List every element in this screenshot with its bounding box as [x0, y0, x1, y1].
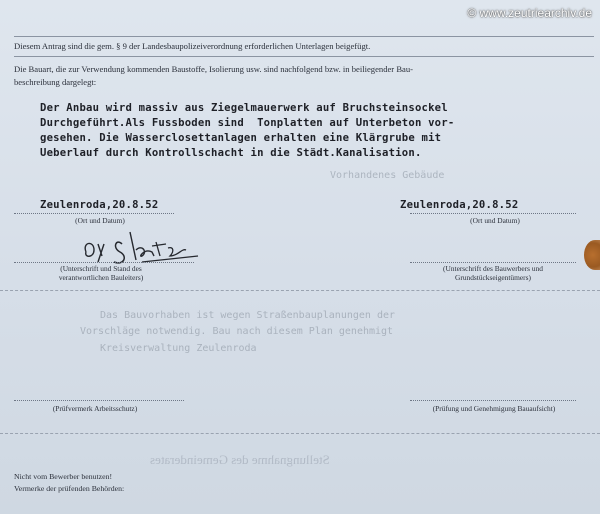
- signature-line-left: [14, 262, 194, 263]
- genehmigung-line: [410, 400, 576, 401]
- place-date-right: Zeulenroda,20.8.52: [400, 199, 519, 211]
- bleed-through-text: Kreisverwaltung Zeulenroda: [100, 343, 257, 354]
- intro-text: Diesem Antrag sind die gem. § 9 der Landesbaupolizeiverordnung erforderlichen Unterlagen beigefügt.: [14, 41, 371, 51]
- section-divider: [0, 433, 600, 434]
- description-prompt-line2: beschreibung dargelegt:: [14, 77, 97, 87]
- footer-line2: Vermerke der prüfenden Behörden:: [14, 484, 125, 493]
- footer-line1: Nicht vom Bewerber benutzen!: [14, 472, 113, 481]
- place-date-caption-left: (Ort und Datum): [75, 216, 125, 225]
- signature-caption-left: (Unterschrift und Stand des verantwortlichen Bauleiters): [58, 264, 144, 282]
- bleed-through-text: Vorhandenes Gebäude: [330, 170, 445, 181]
- bleed-through-text: Vorschläge notwendig. Bau nach diesem Plan genehmigt: [80, 326, 394, 337]
- description-prompt-line1: Die Bauart, die zur Verwendung kommenden Baustoffe, Isolierung usw. sind nachfolgend bzw. in beiliegender Bau-: [14, 64, 414, 74]
- watermark-text: © www.zeutriearchiv.de: [467, 6, 592, 20]
- place-date-left: Zeulenroda,20.8.52: [40, 199, 159, 211]
- pruef-line: [14, 400, 184, 401]
- place-date-caption-right: (Ort und Datum): [470, 216, 520, 225]
- signature-caption-right: (Unterschrift des Bauwerbers und Grundstückseigentümers): [443, 264, 543, 282]
- signature-line-right: [410, 262, 576, 263]
- bleed-through-text: Das Bauvorhaben ist wegen Straßenbauplanungen der: [100, 310, 396, 321]
- bleed-through-heading: Stellungnahme des Gemeinderates: [150, 452, 330, 467]
- rule-line: [14, 56, 594, 57]
- genehmigung-caption: (Prüfung und Genehmigung Bauaufsicht): [432, 404, 556, 413]
- typed-description-line: Durchgeführt.Als Fussboden sind Tonplatten auf Unterbeton vor-: [40, 117, 455, 129]
- typed-description-line: gesehen. Die Wasserclosettanlagen erhalten eine Klärgrube mit: [40, 132, 442, 144]
- typed-description-line: Ueberlauf durch Kontrollschacht in die Städt.Kanalisation.: [40, 147, 422, 159]
- place-date-line: [14, 213, 174, 214]
- section-divider: [0, 290, 600, 291]
- place-date-line: [410, 213, 576, 214]
- pruef-caption: (Prüfvermerk Arbeitsschutz): [52, 404, 138, 413]
- typed-description-line: Der Anbau wird massiv aus Ziegelmauerwerk auf Bruchsteinsockel: [40, 102, 448, 114]
- rule-line: [14, 36, 594, 37]
- paper-stain: [584, 240, 600, 270]
